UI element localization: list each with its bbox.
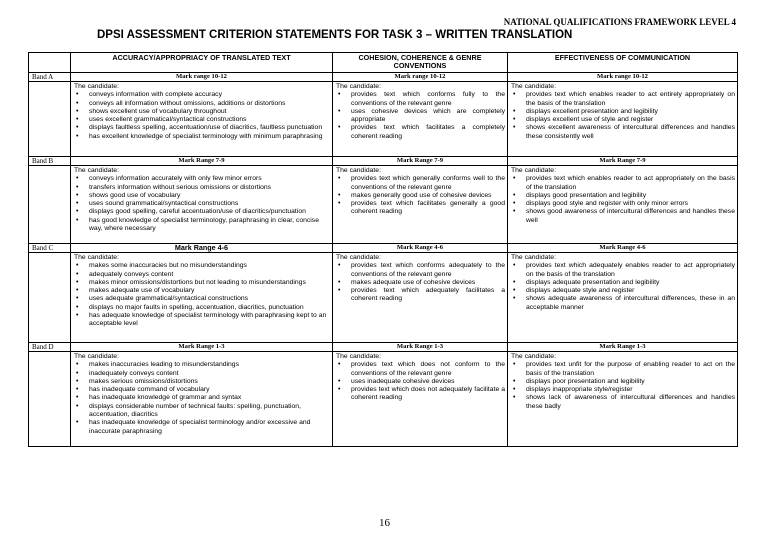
criteria-list <box>74 91 330 141</box>
criteria-table <box>28 52 738 447</box>
band-criteria-row <box>29 352 738 447</box>
band-spacer-cell <box>29 253 71 343</box>
criteria-item: • makes generally good use of cohesive devices <box>336 192 505 200</box>
criteria-item: • displays no major faults in spelling, accentuation, diacritics, punctuation <box>74 304 330 312</box>
criteria-item: • provides text which conforms fully to the conventions of the relevant genre <box>336 91 505 108</box>
criteria-item: • displays adequate style and register <box>511 287 735 295</box>
criteria-list <box>336 262 505 303</box>
criteria-item: • conveys all information without omissions, additions or distortions <box>74 100 330 108</box>
criteria-list <box>511 361 735 411</box>
column-header-cohesion: COHESION, COHERENCE & GENRE CONVENTIONS <box>333 53 508 73</box>
criteria-cell-effectiveness <box>508 253 738 343</box>
criteria-item: • uses sound grammatical/syntactical constructions <box>74 200 330 208</box>
criteria-cell-cohesion <box>333 166 508 244</box>
mark-range-accuracy: Mark Range 1-3 <box>71 343 333 352</box>
mark-range-effectiveness: Mark Range 4-6 <box>508 244 738 253</box>
band-label: Band D <box>29 343 71 352</box>
mark-range-accuracy: Mark range 10-12 <box>71 73 333 82</box>
criteria-cell-accuracy <box>71 352 333 447</box>
criteria-item: • provides text which adequately enables reader to act appropriately on the basis of the translation <box>511 262 735 279</box>
candidate-intro: The candidate: <box>74 353 119 360</box>
criteria-item: • provides text which conforms adequately to the conventions of the relevant genre <box>336 262 505 279</box>
mark-range-cohesion: Mark Range 1-3 <box>333 343 508 352</box>
criteria-item: • displays poor presentation and legibility <box>511 378 735 386</box>
mark-range-cohesion: Mark Range 4-6 <box>333 244 508 253</box>
framework-level-header: NATIONAL QUALIFICATIONS FRAMEWORK LEVEL 4 <box>503 17 736 27</box>
criteria-item: • provides text which does not conform to the conventions of the relevant genre <box>336 361 505 378</box>
band-spacer-cell <box>29 82 71 157</box>
band-label: Band B <box>29 157 71 166</box>
criteria-item: • provides text which facilitates generally a good coherent reading <box>336 200 505 217</box>
criteria-item: • inadequately conveys content <box>74 370 330 378</box>
criteria-item: • displays adequate presentation and legibility <box>511 279 735 287</box>
criteria-item: • displays good style and register with only minor errors <box>511 200 735 208</box>
column-header-effectiveness: EFFECTIVENESS OF COMMUNICATION <box>508 53 738 73</box>
criteria-item: • has inadequate knowledge of specialist terminology and/or excessive and inaccurate paraphrasing <box>74 419 330 436</box>
criteria-item: • displays excellent use of style and register <box>511 116 735 124</box>
criteria-cell-cohesion <box>333 82 508 157</box>
criteria-item: • uses cohesive devices which are completely appropriate <box>336 108 505 125</box>
criteria-item: • displays good presentation and legibility <box>511 192 735 200</box>
candidate-intro: The candidate: <box>511 254 556 261</box>
criteria-list <box>336 361 505 402</box>
criteria-item: • shows excellent use of vocabulary throughout <box>74 108 330 116</box>
criteria-item: • shows good awareness of intercultural differences and handles these well <box>511 208 735 225</box>
band-label: Band A <box>29 73 71 82</box>
criteria-item: • displays faultless spelling, accentuation/use of diacritics, faultless punctuation <box>74 124 330 132</box>
criteria-item: • displays inappropriate style/register <box>511 386 735 394</box>
mark-range-cohesion: Mark range 10-12 <box>333 73 508 82</box>
band-label: Band C <box>29 244 71 253</box>
criteria-item: • shows good use of vocabulary <box>74 192 330 200</box>
criteria-item: • provides text which facilitates a completely coherent reading <box>336 124 505 141</box>
band-spacer-cell <box>29 166 71 244</box>
criteria-item: • transfers information without serious omissions or distortions <box>74 184 330 192</box>
mark-range-effectiveness: Mark Range 1-3 <box>508 343 738 352</box>
band-range-row <box>29 157 738 166</box>
criteria-cell-cohesion <box>333 352 508 447</box>
mark-range-accuracy: Mark Range 4-6 <box>71 244 333 253</box>
band-criteria-row <box>29 253 738 343</box>
criteria-item: • makes adequate use of cohesive devices <box>336 279 505 287</box>
band-range-row <box>29 343 738 352</box>
candidate-intro: The candidate: <box>74 83 119 90</box>
mark-range-effectiveness: Mark range 10-12 <box>508 73 738 82</box>
mark-range-effectiveness: Mark Range 7-9 <box>508 157 738 166</box>
band-criteria-row <box>29 166 738 244</box>
candidate-intro: The candidate: <box>511 167 556 174</box>
band-spacer-cell <box>29 352 71 447</box>
criteria-list <box>511 91 735 141</box>
criteria-item: • shows adequate awareness of intercultural differences, these in an acceptable manner <box>511 295 735 312</box>
band-range-row <box>29 244 738 253</box>
criteria-item: • makes inaccuracies leading to misunderstandings <box>74 361 330 369</box>
criteria-item: • provides text which enables reader to act appropriately on the basis of the translation <box>511 175 735 192</box>
candidate-intro: The candidate: <box>336 83 381 90</box>
criteria-list <box>74 175 330 233</box>
criteria-item: • conveys information with complete accuracy <box>74 91 330 99</box>
page-number: 16 <box>379 517 390 529</box>
criteria-list <box>511 262 735 312</box>
criteria-item: • displays excellent presentation and legibility <box>511 108 735 116</box>
band-range-row <box>29 73 738 82</box>
criteria-cell-effectiveness <box>508 352 738 447</box>
candidate-intro: The candidate: <box>74 167 119 174</box>
candidate-intro: The candidate: <box>511 353 556 360</box>
criteria-item: • provides text which does not adequately facilitate a coherent reading <box>336 386 505 403</box>
criteria-item: • uses excellent grammatical/syntactical constructions <box>74 116 330 124</box>
criteria-cell-cohesion <box>333 253 508 343</box>
criteria-list <box>336 91 505 141</box>
criteria-cell-effectiveness <box>508 82 738 157</box>
criteria-item: • adequately conveys content <box>74 271 330 279</box>
page-title: DPSI ASSESSMENT CRITERION STATEMENTS FOR TASK 3 – WRITTEN TRANSLATION <box>97 29 573 41</box>
mark-range-accuracy: Mark Range 7-9 <box>71 157 333 166</box>
column-header-accuracy: ACCURACY/APPROPRIACY OF TRANSLATED TEXT <box>71 53 333 73</box>
criteria-item: • shows excellent awareness of intercultural differences and handles these consistently well <box>511 124 735 141</box>
candidate-intro: The candidate: <box>74 254 119 261</box>
band-criteria-row <box>29 82 738 157</box>
criteria-item: • uses adequate grammatical/syntactical constructions <box>74 295 330 303</box>
criteria-list <box>74 262 330 328</box>
criteria-item: • makes adequate use of vocabulary <box>74 287 330 295</box>
criteria-item: • makes minor omissions/distortions but not leading to misunderstandings <box>74 279 330 287</box>
mark-range-cohesion: Mark Range 7-9 <box>333 157 508 166</box>
criteria-cell-effectiveness <box>508 166 738 244</box>
criteria-item: • has inadequate command of vocabulary <box>74 386 330 394</box>
criteria-item: • conveys information accurately with only few minor errors <box>74 175 330 183</box>
criteria-list <box>336 175 505 216</box>
criteria-item: • has good knowledge of specialist terminology, paraphrasing in clear, concise way, where necessary <box>74 217 330 234</box>
criteria-item: • uses inadequate cohesive devices <box>336 378 505 386</box>
criteria-item: • has inadequate knowledge of grammar and syntax <box>74 394 330 402</box>
criteria-list <box>74 361 330 436</box>
criteria-item: • provides text which generally conforms well to the conventions of the relevant genre <box>336 175 505 192</box>
candidate-intro: The candidate: <box>336 254 381 261</box>
candidate-intro: The candidate: <box>336 167 381 174</box>
criteria-item: • provides text which adequately facilitates a coherent reading <box>336 287 505 304</box>
candidate-intro: The candidate: <box>336 353 381 360</box>
criteria-list <box>511 175 735 225</box>
column-header-row <box>29 53 738 73</box>
criteria-item: • displays considerable number of technical faults: spelling, punctuation, accentuation, diacritics <box>74 403 330 420</box>
criteria-item: • provides text which enables reader to act entirely appropriately on the basis of the translation <box>511 91 735 108</box>
criteria-cell-accuracy <box>71 253 333 343</box>
criteria-item: • shows lack of awareness of intercultural differences and handles these badly <box>511 394 735 411</box>
criteria-item: • displays good spelling, careful accentuation/use of diacritics/punctuation <box>74 208 330 216</box>
criteria-item: • makes some inaccuracies but no misunderstandings <box>74 262 330 270</box>
criteria-item: • makes serious omissions/distortions <box>74 378 330 386</box>
candidate-intro: The candidate: <box>511 83 556 90</box>
criteria-cell-accuracy <box>71 166 333 244</box>
criteria-cell-accuracy <box>71 82 333 157</box>
corner-cell <box>29 53 71 73</box>
criteria-item: • has excellent knowledge of specialist terminology with minimum paraphrasing <box>74 133 330 141</box>
criteria-item: • has adequate knowledge of specialist terminology with paraphrasing kept to an acceptable level <box>74 312 330 329</box>
criteria-item: • provides text unfit for the purpose of enabling reader to act on the basis of the translation <box>511 361 735 378</box>
